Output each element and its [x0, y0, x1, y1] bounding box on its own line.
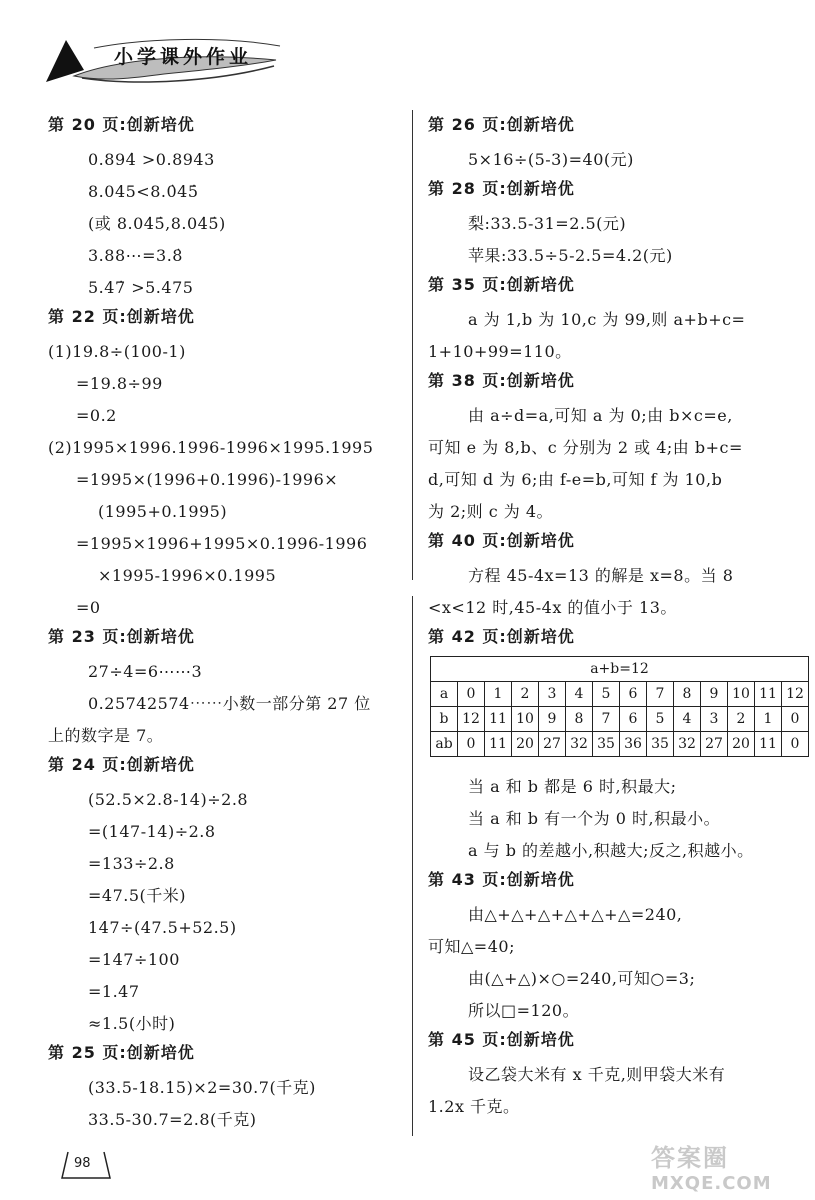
answer-section [48, 752, 400, 1040]
table-caption: a+b=12 [431, 657, 809, 682]
answer-line: 由(△+△)×○=240,可知○=3; [468, 969, 696, 988]
answer-line: 0.894̇ >0.8943 [88, 150, 215, 169]
right-column [428, 112, 804, 1123]
table-cell: 32 [566, 732, 593, 757]
answer-line: 方程 45-4x=13 的解是 x=8。当 8 [468, 566, 734, 585]
answer-line: 33.5-30.7=2.8(千克) [88, 1110, 257, 1129]
answer-line: d,可知 d 为 6;由 f-e=b,可知 f 为 10,b [428, 470, 723, 489]
section-title: 第 35 页:创新培优 [428, 275, 575, 294]
answer-line: (或 8.04̇5̇,8.04̇5̇) [88, 214, 226, 233]
table-cell: 5 [593, 682, 620, 707]
table-cell: 36 [620, 732, 647, 757]
answer-section [48, 624, 400, 752]
answer-line: =47.5(千米) [88, 886, 187, 905]
answer-line: (33.5-18.15)×2=30.7(千克) [88, 1078, 316, 1097]
watermark-logo-text: 答案圈 [651, 1144, 729, 1172]
table-cell: 12 [458, 707, 485, 732]
table-cell: 11 [755, 732, 782, 757]
table-cell: 32 [674, 732, 701, 757]
answer-line: a 与 b 的差越小,积越大;反之,积越小。 [468, 841, 754, 860]
answer-line: (1)19.8÷(100-1) [48, 342, 186, 361]
answer-line: 147÷(47.5+52.5) [88, 918, 237, 937]
table-cell: 3 [539, 682, 566, 707]
answer-line: =1.47 [88, 982, 140, 1001]
answer-section [428, 272, 788, 368]
answer-line: =19.8÷99 [76, 374, 163, 393]
answer-line: ≈1.5(小时) [88, 1014, 176, 1033]
product-table [430, 656, 809, 757]
section-title: 第 28 页:创新培优 [428, 179, 575, 198]
answer-line: =0 [76, 598, 101, 617]
table-cell: 2 [512, 682, 539, 707]
table-cell: 11 [485, 707, 512, 732]
page-number-badge [58, 1148, 114, 1182]
answer-line: =(147-14)÷2.8 [88, 822, 216, 841]
table-cell: b [431, 707, 458, 732]
table-cell: 5 [647, 707, 674, 732]
table-cell: 6 [620, 707, 647, 732]
answer-line: 27÷4=6⋯⋯3 [88, 662, 203, 681]
answer-section [428, 624, 804, 867]
answer-line: 5.47̇ >5.475 [88, 278, 194, 297]
answer-line: (1995+0.1995) [98, 502, 228, 521]
answer-section [48, 304, 400, 624]
table-cell: 12 [782, 682, 809, 707]
answer-section [428, 867, 788, 1027]
page-header [44, 30, 284, 92]
watermark [651, 1138, 801, 1194]
answer-section [428, 368, 788, 528]
answer-line: =1995×1996+1995×0.1996-1996 [76, 534, 368, 553]
table-cell: 8 [674, 682, 701, 707]
table-cell: 0 [782, 732, 809, 757]
table-cell: 20 [512, 732, 539, 757]
table-cell: 6 [620, 682, 647, 707]
answer-line: 可知△=40; [428, 937, 515, 956]
answer-line: 设乙袋大米有 x 千克,则甲袋大米有 [468, 1065, 726, 1084]
answer-line: 5×16÷(5-3)=40(元) [468, 150, 634, 169]
section-title: 第 26 页:创新培优 [428, 115, 575, 134]
table-cell: a [431, 682, 458, 707]
table-cell: 20 [728, 732, 755, 757]
column-divider [412, 110, 413, 580]
table-cell: 35 [647, 732, 674, 757]
table-cell: 27 [701, 732, 728, 757]
table-cell: 10 [512, 707, 539, 732]
answer-line: 由 a÷d=a,可知 a 为 0;由 b×c=e, [468, 406, 733, 425]
answer-line: 3.88⋯=3.8̇ [88, 246, 183, 265]
section-title: 第 23 页:创新培优 [48, 627, 195, 646]
section-title: 第 40 页:创新培优 [428, 531, 575, 550]
section-title: 第 24 页:创新培优 [48, 755, 195, 774]
answer-section [48, 112, 400, 304]
answer-line: =0.2 [76, 406, 117, 425]
table-row [431, 682, 809, 707]
answer-line: 当 a 和 b 都是 6 时,积最大; [468, 777, 677, 796]
answer-line: ×1995-1996×0.1995 [98, 566, 277, 585]
answer-section [428, 528, 788, 624]
section-title: 第 25 页:创新培优 [48, 1043, 195, 1062]
table-cell: 11 [755, 682, 782, 707]
answer-line: 0.25742574⋯⋯小数一部分第 27 位 [88, 694, 371, 713]
table-cell: 7 [647, 682, 674, 707]
table-cell: 7 [593, 707, 620, 732]
page-number: 98 [74, 1156, 91, 1171]
answer-line: =147÷100 [88, 950, 180, 969]
section-title: 第 38 页:创新培优 [428, 371, 575, 390]
table-cell: 4 [674, 707, 701, 732]
table-cell: 10 [728, 682, 755, 707]
answer-section [48, 1040, 400, 1136]
answer-line: 苹果:33.5÷5-2.5=4.2(元) [468, 246, 673, 265]
table-cell: ab [431, 732, 458, 757]
answer-line: 1+10+99=110。 [428, 342, 572, 361]
page-title: 小学课外作业 [114, 46, 253, 68]
answer-line: 上的数字是 7。 [48, 726, 164, 745]
table-cell: 8 [566, 707, 593, 732]
answer-line: 所以□=120。 [468, 1001, 580, 1020]
table-cell: 0 [458, 732, 485, 757]
answer-line: 为 2;则 c 为 4。 [428, 502, 554, 521]
table-row [431, 707, 809, 732]
table-cell: 9 [539, 707, 566, 732]
answer-line: a 为 1,b 为 10,c 为 99,则 a+b+c= [468, 310, 746, 329]
answer-line: (2)1995×1996.1996-1996×1995.1995 [48, 438, 374, 457]
left-column [48, 112, 400, 1136]
table-cell: 9 [701, 682, 728, 707]
answer-line: =133÷2.8 [88, 854, 175, 873]
answer-section [428, 176, 788, 272]
table-cell: 1 [485, 682, 512, 707]
table-cell: 0 [458, 682, 485, 707]
answer-section [428, 112, 788, 176]
table-cell: 3 [701, 707, 728, 732]
answer-line: 可知 e 为 8,b、c 分别为 2 或 4;由 b+c= [428, 438, 743, 457]
table-row [431, 732, 809, 757]
watermark-url: MXQE.COM [651, 1173, 772, 1194]
answer-line: (52.5×2.8-14)÷2.8 [88, 790, 249, 809]
answer-line: 8.045<8.0̇45̇ [88, 182, 199, 201]
table-cell: 0 [782, 707, 809, 732]
answer-line: 由△+△+△+△+△+△=240, [468, 905, 683, 924]
table-cell: 1 [755, 707, 782, 732]
section-title: 第 22 页:创新培优 [48, 307, 195, 326]
table-cell: 2 [728, 707, 755, 732]
table-cell: 4 [566, 682, 593, 707]
column-divider [412, 596, 413, 1136]
section-title: 第 20 页:创新培优 [48, 115, 195, 134]
answer-line: 当 a 和 b 有一个为 0 时,积最小。 [468, 809, 721, 828]
table-cell: 27 [539, 732, 566, 757]
section-title: 第 42 页:创新培优 [428, 627, 575, 646]
answer-line: 梨:33.5-31=2.5(元) [468, 214, 627, 233]
section-title: 第 45 页:创新培优 [428, 1030, 575, 1049]
answer-line: =1995×(1996+0.1996)-1996× [76, 470, 339, 489]
table-cell: 11 [485, 732, 512, 757]
answer-section [428, 1027, 788, 1123]
answer-line: <x<12 时,45-4x 的值小于 13。 [428, 598, 677, 617]
section-title: 第 43 页:创新培优 [428, 870, 575, 889]
answer-line: 1.2x 千克。 [428, 1097, 520, 1116]
table-cell: 35 [593, 732, 620, 757]
